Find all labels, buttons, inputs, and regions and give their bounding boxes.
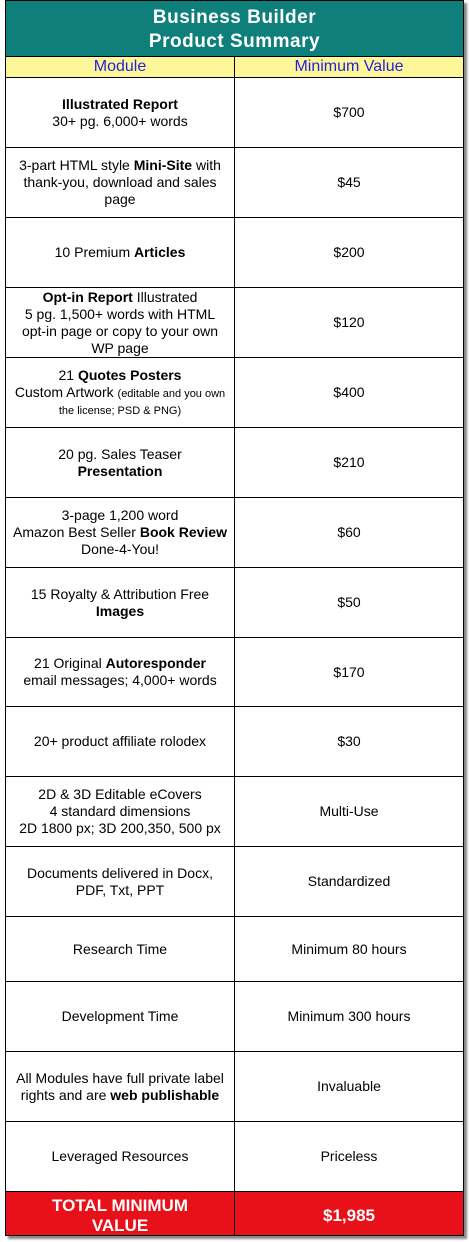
- module-text: Illustrated Report: [62, 95, 178, 112]
- module-cell: [6, 218, 235, 287]
- module-text: 5 pg. 1,500+ words with HTML opt-in page or copy to your own WP page: [21, 305, 219, 356]
- module-text: Development Time: [61, 1008, 179, 1024]
- value-cell: $50: [337, 594, 361, 610]
- module-text: Opt-in Report: [42, 288, 133, 305]
- module-text: 10 Premium: [54, 244, 134, 260]
- module-cell: [6, 288, 235, 357]
- value-cell: Minimum 80 hours: [291, 940, 407, 957]
- column-header-row: [6, 57, 463, 78]
- table-row: [6, 148, 463, 218]
- module-text: Custom Artwork: [14, 384, 118, 400]
- module-cell: [6, 982, 235, 1051]
- module-text: 20 pg. Sales Teaser: [58, 445, 182, 462]
- module-text: 2D & 3D Editable eCovers: [38, 786, 202, 802]
- table-row: [6, 847, 463, 917]
- module-text: with thank-you, download and sales page: [23, 157, 221, 207]
- module-cell: [6, 847, 235, 916]
- module-column-header: Module: [6, 57, 235, 77]
- module-text: Illustrated: [132, 288, 198, 305]
- module-text: 15 Royalty & Attribution Free: [30, 585, 210, 602]
- value-cell: $200: [333, 244, 365, 260]
- module-text: Mini-Site: [133, 157, 193, 173]
- module-text: Documents delivered in Docx, PDF, Txt, PPT: [27, 864, 213, 898]
- module-text: email messages; 4,000+ words: [23, 672, 217, 688]
- table-row: [6, 568, 463, 638]
- module-text: (editable and you own the license; PSD & PNG): [58, 388, 226, 417]
- total-row: [6, 1192, 463, 1236]
- module-cell: [6, 358, 235, 427]
- title-line-1: Business Builder: [152, 6, 317, 28]
- module-text: Leveraged Resources: [51, 1148, 189, 1164]
- table-row: [6, 917, 463, 982]
- module-text: 3-part HTML style: [19, 157, 134, 173]
- module-cell: [6, 1052, 235, 1121]
- value-cell: $170: [333, 663, 365, 680]
- module-cell: [6, 498, 235, 567]
- module-text: 30+ pg. 6,000+ words: [52, 112, 188, 129]
- module-cell: [6, 777, 235, 846]
- table-title: [6, 1, 463, 57]
- module-text: Done-4-You!: [80, 541, 160, 557]
- module-text: 3-page 1,200 word: [61, 507, 179, 523]
- module-text: 4 standard dimensions: [49, 803, 191, 819]
- table-row: [6, 638, 463, 707]
- module-text: Research Time: [72, 940, 168, 957]
- module-text: Presentation: [77, 462, 163, 479]
- module-text: Book Review: [139, 524, 227, 540]
- module-cell: [6, 638, 235, 706]
- table-row: [6, 707, 463, 777]
- table-row: [6, 1052, 463, 1122]
- table-row: [6, 498, 463, 568]
- module-cell: [6, 1122, 235, 1191]
- module-cell: [6, 78, 235, 147]
- module-text: All Modules have full private label rights and are: [16, 1069, 224, 1103]
- module-cell: [6, 428, 235, 497]
- table-row: [6, 982, 463, 1052]
- module-text: Images: [95, 602, 145, 619]
- title-line-2: Product Summary: [148, 30, 321, 52]
- value-cell: Minimum 300 hours: [287, 1008, 411, 1024]
- module-text: Articles: [134, 244, 186, 260]
- module-cell: [6, 148, 235, 217]
- value-cell: $120: [333, 314, 365, 330]
- module-text: Quotes Posters: [77, 367, 182, 383]
- module-text: web publishable: [110, 1086, 220, 1103]
- module-cell: [6, 917, 235, 981]
- module-text: 21 Original: [34, 655, 106, 671]
- table-row: [6, 777, 463, 847]
- total-label: TOTAL MINIMUM VALUE: [6, 1192, 235, 1236]
- value-cell: $700: [333, 104, 365, 120]
- value-cell: Invaluable: [317, 1078, 381, 1094]
- module-text: Autoresponder: [105, 655, 206, 671]
- module-text: Amazon Best Seller: [13, 524, 140, 540]
- value-cell: Priceless: [320, 1148, 378, 1164]
- table-row: [6, 428, 463, 498]
- table-row: [6, 218, 463, 288]
- value-column-header: Minimum Value: [294, 58, 404, 75]
- value-cell: $210: [333, 454, 365, 470]
- table-row: [6, 288, 463, 358]
- module-text: 2D 1800 px; 3D 200,350, 500 px: [19, 820, 221, 836]
- value-cell: $60: [337, 524, 361, 540]
- module-text: 20+ product affiliate rolodex: [33, 733, 207, 749]
- module-text: 21: [58, 367, 78, 383]
- table-body: [6, 78, 463, 1192]
- module-cell: [6, 568, 235, 637]
- value-cell: $45: [337, 174, 361, 190]
- table-row: [6, 78, 463, 148]
- total-value: $1,985: [323, 1206, 375, 1225]
- value-cell: $30: [337, 733, 361, 749]
- value-cell: Multi-Use: [319, 803, 379, 819]
- table-row: [6, 358, 463, 428]
- table-row: [6, 1122, 463, 1192]
- value-cell: Standardized: [307, 873, 391, 889]
- value-cell: $400: [333, 384, 365, 400]
- module-cell: [6, 707, 235, 776]
- product-summary-table: [5, 0, 464, 1236]
